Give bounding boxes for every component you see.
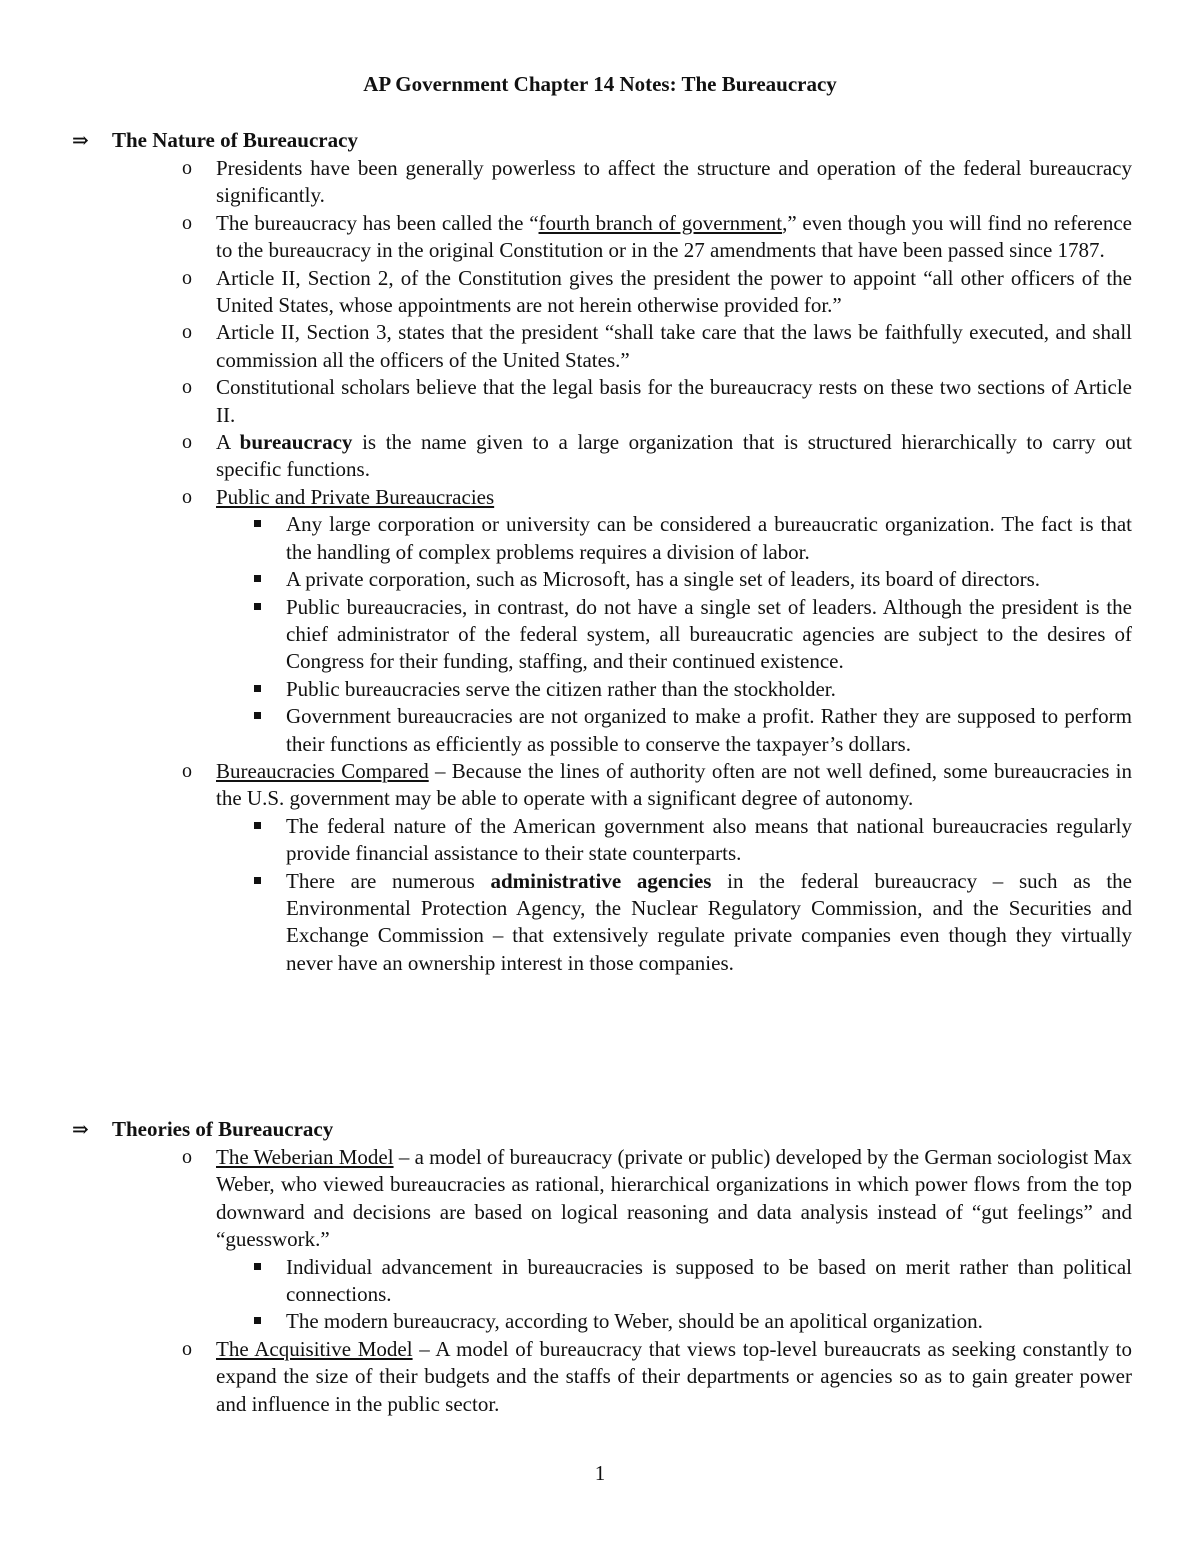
bullet-list bbox=[72, 155, 1132, 977]
section-heading bbox=[72, 1115, 1132, 1144]
sub-list-item-text: Government bureaucracies are not organized to make a profit. Rather they are supposed to perform their functions as efficiently as possible to conserve the taxpayer’s dollars. bbox=[286, 704, 1132, 756]
square-bullet-icon bbox=[254, 877, 261, 884]
sub-list-item bbox=[216, 703, 1132, 758]
square-bullet-icon bbox=[254, 520, 261, 527]
circle-bullet-icon: o bbox=[182, 1146, 192, 1168]
list-item-text: Constitutional scholars believe that the legal basis for the bureaucracy rests on these two sections of Article II. bbox=[216, 375, 1132, 427]
square-bullet-icon bbox=[254, 712, 261, 719]
list-item bbox=[72, 319, 1132, 374]
section-heading-text: Theories of Bureaucracy bbox=[112, 1117, 334, 1141]
arrow-icon: ⇒ bbox=[72, 130, 89, 152]
sub-list-item-text: Individual advancement in bureaucracies is supposed to be based on merit rather than political connections. bbox=[286, 1254, 1132, 1307]
sub-list-item bbox=[216, 1308, 1132, 1335]
circle-bullet-icon: o bbox=[182, 759, 192, 782]
list-item bbox=[72, 1336, 1132, 1418]
circle-bullet-icon: o bbox=[182, 376, 192, 399]
page-number: 1 bbox=[594, 1461, 606, 1485]
square-bullet-icon bbox=[254, 822, 261, 829]
sub-bullet-list bbox=[216, 1254, 1132, 1336]
sub-bullet-list bbox=[216, 511, 1132, 758]
list-item-text: Article II, Section 3, states that the president “shall take care that the laws be faithfully executed, and shall commission all the officers of the United States.” bbox=[216, 320, 1132, 372]
term-administrative-agencies: administrative agencies bbox=[490, 868, 712, 893]
list-item bbox=[72, 484, 1132, 758]
circle-bullet-icon: o bbox=[182, 431, 192, 454]
subheading-bureaucracies-compared: Bureaucracies Compared bbox=[216, 758, 429, 783]
circle-bullet-icon: o bbox=[182, 1337, 192, 1360]
fourth-branch-link[interactable]: fourth branch of government bbox=[538, 210, 783, 235]
list-item bbox=[72, 374, 1132, 429]
sub-list-item-text: There are numerous bbox=[286, 868, 491, 893]
list-item bbox=[72, 1144, 1132, 1336]
sub-list-item bbox=[216, 566, 1132, 593]
list-item-text: – A model of bureaucracy that views top-level bureaucrats as seeking constantly to expand the size of their budgets and the staffs of their departments or agencies so as to gain greater power and influence in the public sector. bbox=[216, 1336, 1132, 1416]
bullet-list bbox=[72, 1144, 1132, 1418]
page-title: AP Government Chapter 14 Notes: The Bureaucracy bbox=[363, 72, 837, 96]
subheading-weberian-model: The Weberian Model bbox=[216, 1145, 394, 1169]
sub-list-item-text: A private corporation, such as Microsoft, has a single set of leaders, its board of directors. bbox=[286, 567, 1041, 592]
list-item-text: ,” even though you will find no reference to the bureaucracy in the original Constitution or in the 27 amendments that have been passed since 1787. bbox=[216, 210, 1132, 263]
sub-bullet-list bbox=[216, 813, 1132, 977]
arrow-icon: ⇒ bbox=[72, 1119, 89, 1141]
list-item bbox=[72, 265, 1132, 320]
sub-list-item-text: Public bureaucracies, in contrast, do not have a single set of leaders. Although the president is the chief administrator of the federal system, all bureaucratic agencies are subject to the desires of Congress for their funding, staffing, and their continued existence. bbox=[286, 594, 1132, 674]
circle-bullet-icon: o bbox=[182, 485, 192, 508]
term-bureaucracy: bureaucracy bbox=[239, 430, 353, 455]
list-item-text: is the name given to a large organization that is structured hierarchically to carry out specific functions. bbox=[216, 430, 1133, 482]
circle-bullet-icon: o bbox=[182, 157, 192, 179]
list-item-text: – Because the lines of authority often are not well defined, some bureaucracies in the U.S. government may be able to operate with a significant degree of autonomy. bbox=[216, 758, 1132, 811]
section-theories-of-bureaucracy bbox=[72, 1115, 1132, 1418]
subheading-public-private: Public and Private Bureaucracies bbox=[216, 484, 495, 509]
sub-list-item-text: Public bureaucracies serve the citizen rather than the stockholder. bbox=[286, 676, 836, 701]
section-heading bbox=[72, 126, 1132, 155]
square-bullet-icon bbox=[254, 603, 261, 610]
sub-list-item bbox=[216, 1254, 1132, 1309]
circle-bullet-icon: o bbox=[182, 266, 192, 289]
list-item-text: – a model of bureaucracy (private or public) developed by the German sociologist Max Weber, who viewed bureaucracies as rational, hierarchical organizations in which power flows from the top downward and decisions are based on logical reasoning and data analysis instead of “gut feelings” and “guesswork.” bbox=[216, 1145, 1132, 1252]
sub-list-item-text: The modern bureaucracy, according to Weber, should be an apolitical organization. bbox=[286, 1309, 983, 1334]
sub-list-item-text: Any large corporation or university can be considered a bureaucratic organization. The fact is that the handling of complex problems requires a division of labor. bbox=[286, 512, 1132, 564]
sub-list-item bbox=[216, 868, 1132, 978]
sub-list-item bbox=[216, 813, 1132, 868]
square-bullet-icon bbox=[254, 685, 261, 692]
square-bullet-icon bbox=[254, 575, 261, 582]
list-item-text: Presidents have been generally powerless to affect the structure and operation of the federal bureaucracy significantly. bbox=[216, 156, 1132, 208]
sub-list-item bbox=[216, 594, 1132, 676]
list-item bbox=[72, 429, 1132, 484]
circle-bullet-icon: o bbox=[182, 211, 192, 234]
list-item bbox=[72, 758, 1132, 977]
list-item bbox=[72, 210, 1132, 265]
section-nature-of-bureaucracy bbox=[72, 126, 1132, 977]
circle-bullet-icon: o bbox=[182, 321, 192, 344]
square-bullet-icon bbox=[254, 1317, 261, 1324]
square-bullet-icon bbox=[254, 1263, 261, 1270]
list-item-text: Article II, Section 2, of the Constitution gives the president the power to appoint “all other officers of the United States, whose appointments are not herein otherwise provided for.” bbox=[216, 265, 1132, 318]
sub-list-item bbox=[216, 511, 1132, 566]
sub-list-item-text: in the federal bureaucracy – such as the Environmental Protection Agency, the Nuclear Regulatory Commission, and the Securities and Exchange Commission – that extensively regulate private companies even though they virtually never have an ownership interest in those companies. bbox=[286, 868, 1132, 975]
list-item-text: The bureaucracy has been called the “ bbox=[216, 210, 539, 235]
sub-list-item-text: The federal nature of the American government also means that national bureaucracies regularly provide financial assistance to their state counterparts. bbox=[286, 813, 1132, 866]
sub-list-item bbox=[216, 676, 1132, 703]
list-item bbox=[72, 155, 1132, 210]
subheading-acquisitive-model: The Acquisitive Model bbox=[216, 1336, 413, 1361]
section-heading-text: The Nature of Bureaucracy bbox=[112, 128, 358, 152]
list-item-text: A bbox=[216, 430, 240, 455]
